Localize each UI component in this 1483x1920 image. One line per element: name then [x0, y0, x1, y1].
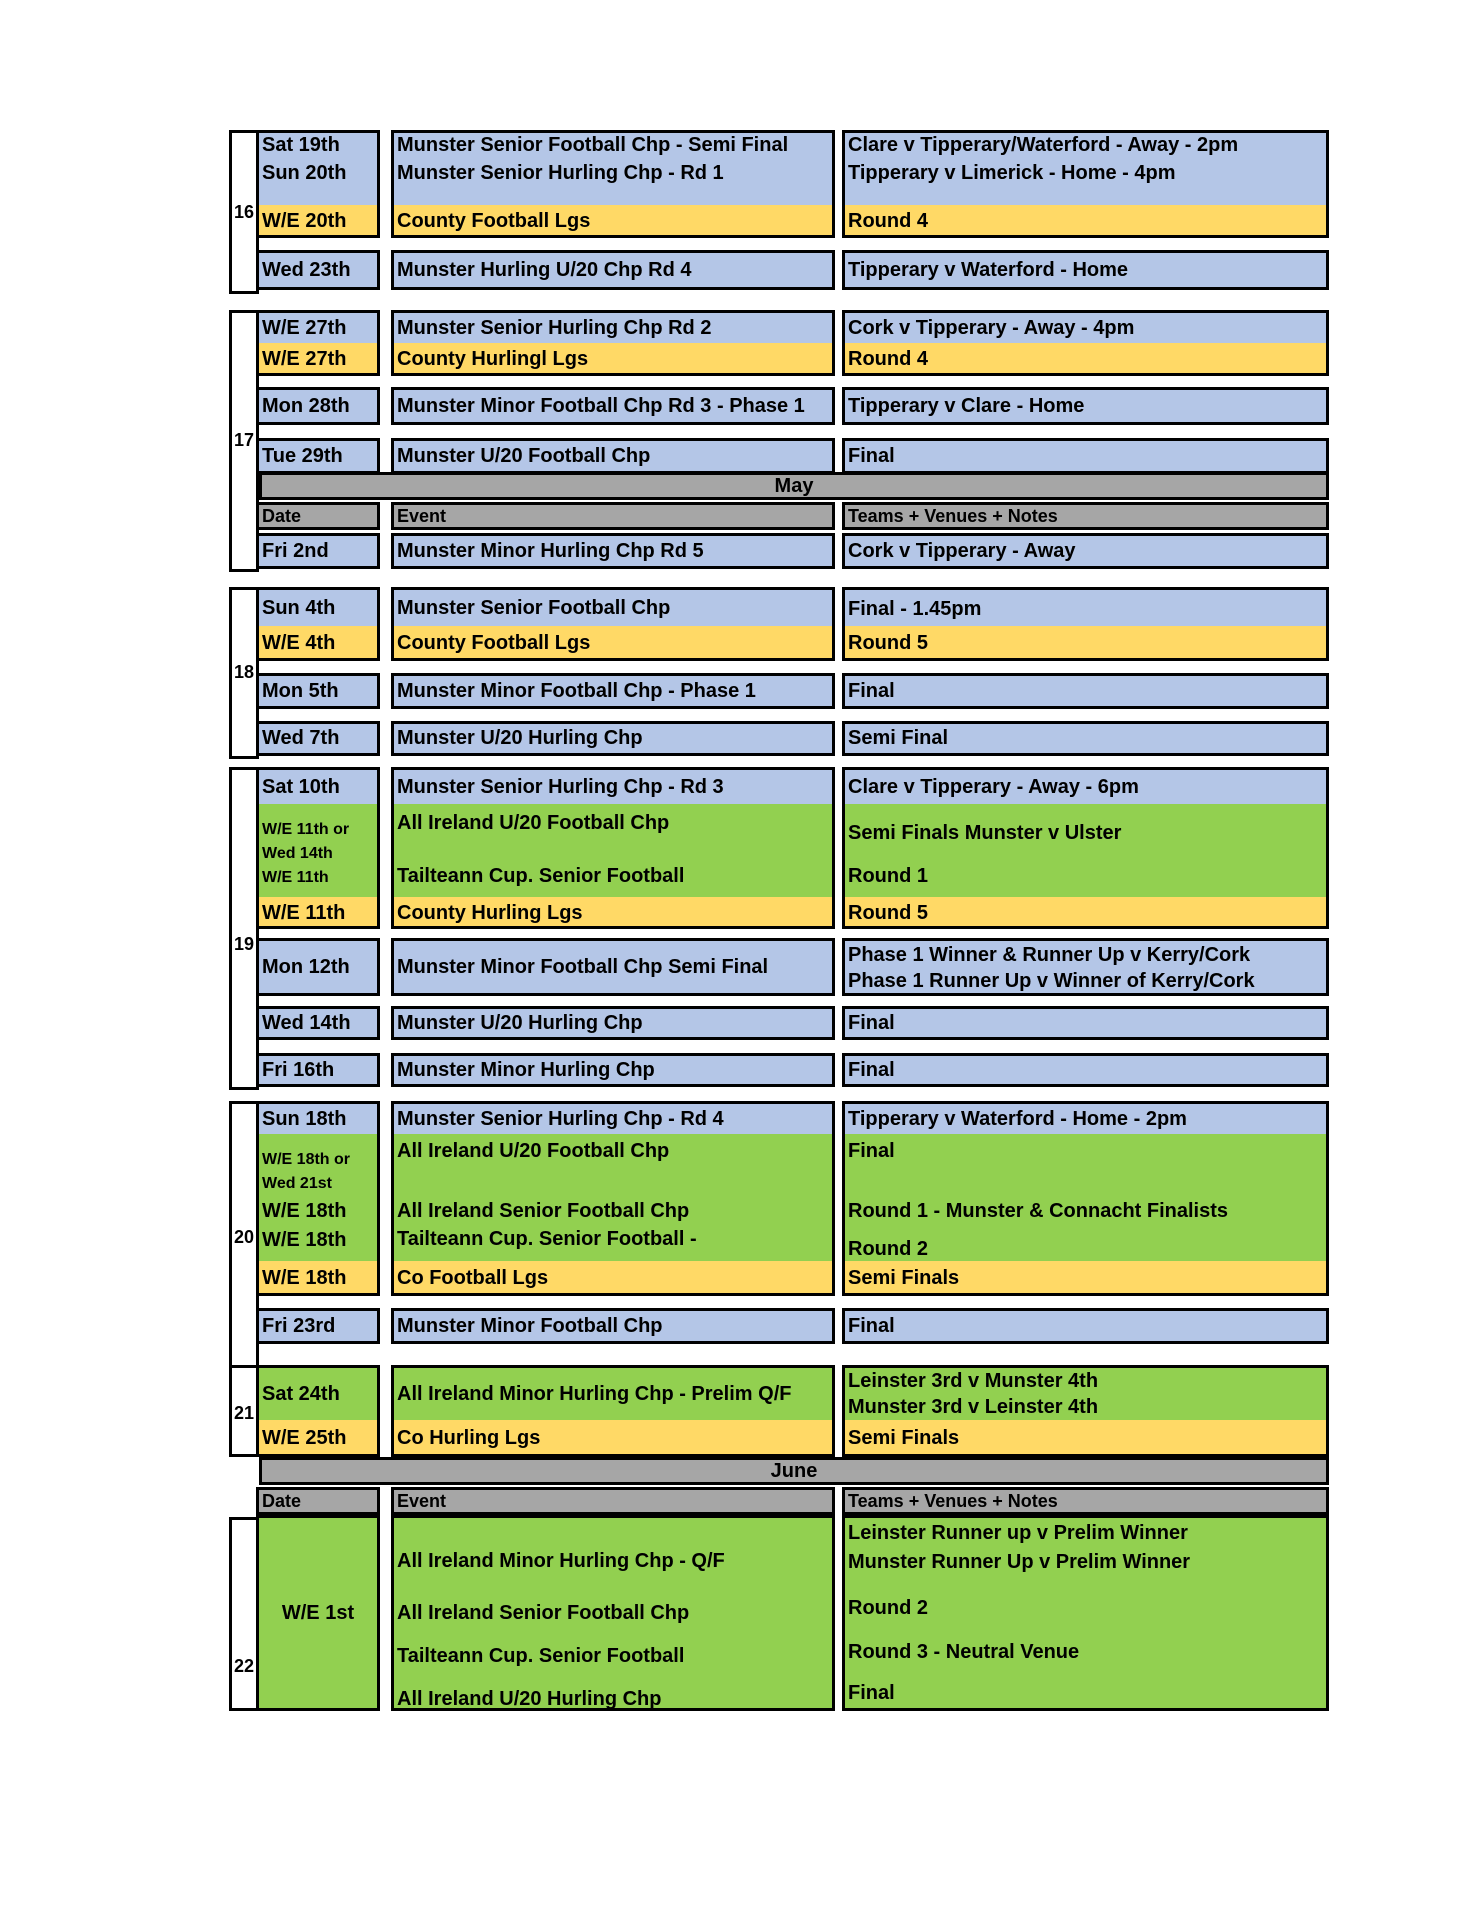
date-cell	[256, 673, 380, 709]
event-text: Munster Senior Hurling Chp - Rd 4	[397, 1107, 724, 1130]
week-number: 22	[233, 1656, 255, 1676]
event-text: Tailteann Cup. Senior Football	[397, 864, 685, 887]
date-text: Fri 16th	[262, 1058, 335, 1081]
week-19-box	[229, 767, 259, 1090]
date-text: Wed 14th	[262, 1011, 351, 1034]
notes-text: Round 1	[848, 864, 928, 887]
event-text: Munster Minor Football Chp	[397, 1314, 663, 1337]
event-header	[391, 502, 835, 530]
event-text: All Ireland U/20 Football Chp	[397, 1139, 670, 1162]
notes-cell	[842, 1101, 1329, 1296]
date-cell	[256, 721, 380, 756]
date-text: W/E 11th	[259, 897, 377, 929]
notes-text: Round 5	[845, 897, 1326, 929]
date-cell	[256, 310, 380, 376]
header-text: Event	[397, 1490, 447, 1511]
date-text: W/E 1st	[281, 1601, 355, 1624]
notes-cell	[842, 438, 1329, 474]
notes-text: Phase 1 Runner Up v Winner of Kerry/Cork	[848, 969, 1255, 992]
event-cell	[391, 387, 835, 425]
date-text: Wed 7th	[262, 727, 340, 749]
event-cell	[391, 1365, 835, 1457]
notes-text: Phase 1 Winner & Runner Up v Kerry/Cork	[848, 943, 1251, 966]
date-text: Mon 12th	[262, 955, 350, 978]
event-text: All Ireland Senior Football Chp	[397, 1199, 690, 1222]
date-header	[256, 1487, 380, 1515]
event-text: Munster U/20 Hurling Chp	[397, 1011, 643, 1034]
month-banner-may: May	[259, 472, 1329, 500]
event-cell	[391, 767, 835, 929]
notes-text: Clare v Tipperary - Away - 6pm	[848, 775, 1139, 798]
date-cell	[256, 438, 380, 474]
event-cell	[391, 938, 835, 996]
date-text: W/E 18th	[262, 1228, 347, 1251]
event-cell	[391, 1515, 835, 1711]
notes-text: Cork v Tipperary - Away - 4pm	[848, 316, 1135, 339]
notes-text: Round 4	[845, 343, 1326, 376]
notes-text: Round 5	[845, 626, 1326, 661]
notes-cell	[842, 587, 1329, 661]
date-header	[256, 502, 380, 530]
notes-cell	[842, 1053, 1329, 1087]
notes-text: Semi Finals	[845, 1420, 1326, 1457]
date-text: W/E 20th	[259, 205, 377, 238]
week-number: 19	[233, 934, 255, 954]
event-text: All Ireland U/20 Football Chp	[397, 811, 670, 834]
header-text: Teams + Venues + Notes	[848, 505, 1058, 526]
date-text: Wed 14th	[262, 845, 333, 862]
date-text: W/E 4th	[259, 626, 377, 661]
notes-text: Leinster 3rd v Munster 4th	[848, 1369, 1099, 1392]
notes-text: Final	[848, 1058, 895, 1081]
event-text: County Hurlingl Lgs	[394, 343, 832, 376]
date-text: W/E 25th	[259, 1420, 377, 1457]
date-text: Fri 23rd	[262, 1314, 336, 1337]
event-cell	[391, 310, 835, 376]
notes-text: Tipperary v Clare - Home	[848, 394, 1085, 417]
notes-text: Final	[848, 1011, 895, 1034]
week-number: 20	[233, 1227, 255, 1247]
event-text: Munster Senior Hurling Chp - Rd 3	[397, 775, 724, 798]
week-number: 21	[233, 1403, 255, 1423]
date-text: W/E 27th	[259, 343, 377, 376]
event-text: Munster U/20 Hurling Chp	[397, 727, 643, 749]
notes-cell	[842, 250, 1329, 290]
event-text: Tailteann Cup. Senior Football -	[397, 1227, 697, 1250]
event-text: Co Football Lgs	[394, 1261, 832, 1296]
event-cell	[391, 673, 835, 709]
date-cell	[256, 250, 380, 290]
event-text: Munster Minor Football Chp Rd 3 - Phase 1	[397, 394, 805, 417]
date-cell	[256, 587, 380, 661]
notes-text: Tipperary v Limerick - Home - 4pm	[848, 161, 1176, 184]
date-text: Fri 2nd	[262, 539, 329, 562]
event-text: Munster Senior Hurling Chp Rd 2	[397, 316, 712, 339]
notes-cell	[842, 1006, 1329, 1040]
event-text: County Football Lgs	[394, 626, 832, 661]
date-text: Tue 29th	[262, 444, 343, 467]
notes-cell	[842, 673, 1329, 709]
notes-text: Round 2	[845, 1236, 1326, 1262]
notes-cell	[842, 1515, 1329, 1711]
notes-text: Munster Runner Up v Prelim Winner	[848, 1550, 1191, 1573]
event-cell	[391, 1308, 835, 1344]
date-text: Wed 21st	[262, 1175, 332, 1192]
date-text: W/E 11th or	[262, 821, 350, 838]
notes-text: Leinster Runner up v Prelim Winner	[848, 1521, 1188, 1544]
event-text: County Football Lgs	[394, 205, 832, 238]
date-cell	[256, 1365, 380, 1457]
date-text: Mon 28th	[262, 394, 350, 417]
date-text: W/E 27th	[262, 316, 347, 339]
event-cell	[391, 533, 835, 569]
date-text: Sat 10th	[262, 775, 340, 798]
notes-text: Final	[848, 444, 895, 467]
notes-text: Tipperary v Waterford - Home - 2pm	[848, 1107, 1187, 1130]
event-text: All Ireland Senior Football Chp	[397, 1601, 690, 1624]
event-text: Munster U/20 Football Chp	[397, 444, 651, 467]
header-text: Teams + Venues + Notes	[848, 1490, 1058, 1511]
date-text: Sat 24th	[262, 1382, 340, 1405]
notes-text: Clare v Tipperary/Waterford - Away - 2pm	[848, 133, 1239, 156]
date-cell	[256, 533, 380, 569]
notes-text: Final	[848, 1681, 895, 1704]
notes-text: Round 1 - Munster & Connacht Finalists	[848, 1199, 1229, 1222]
header-text: Date	[262, 505, 302, 526]
event-text: County Hurling Lgs	[394, 897, 832, 929]
notes-cell	[842, 130, 1329, 238]
date-cell	[256, 1053, 380, 1087]
notes-cell	[842, 1308, 1329, 1344]
date-text: Sun 18th	[262, 1107, 347, 1130]
event-cell	[391, 1101, 835, 1296]
date-cell	[256, 130, 380, 238]
notes-text: Final - 1.45pm	[848, 597, 982, 620]
notes-text: Final	[848, 679, 895, 702]
event-cell	[391, 721, 835, 756]
event-header	[391, 1487, 835, 1515]
notes-cell	[842, 533, 1329, 569]
notes-header	[842, 1487, 1329, 1515]
event-text: All Ireland Minor Hurling Chp - Prelim Q/F	[397, 1382, 792, 1405]
notes-text: Round 2	[848, 1596, 928, 1619]
date-text: W/E 18th	[262, 1199, 347, 1222]
event-text: Munster Minor Hurling Chp	[397, 1058, 655, 1081]
notes-cell	[842, 721, 1329, 756]
header-text: Date	[262, 1490, 302, 1511]
notes-cell	[842, 1365, 1329, 1457]
event-text: Munster Hurling U/20 Chp Rd 4	[397, 258, 692, 281]
notes-header	[842, 502, 1329, 530]
date-cell	[256, 1006, 380, 1040]
event-text: Munster Senior Football Chp	[397, 596, 671, 619]
notes-text: Tipperary v Waterford - Home	[848, 258, 1129, 281]
date-text: Sat 19th	[262, 133, 340, 156]
date-cell	[256, 387, 380, 425]
date-cell	[256, 767, 380, 929]
date-text: W/E 18th or	[262, 1151, 351, 1168]
notes-text: Round 3 - Neutral Venue	[848, 1640, 1080, 1663]
date-text: Sun 4th	[262, 596, 336, 619]
date-text: Wed 23th	[262, 258, 351, 281]
notes-text: Final	[848, 1314, 895, 1337]
event-cell	[391, 130, 835, 238]
notes-text: Semi Final	[848, 727, 949, 749]
event-text: Co Hurling Lgs	[394, 1420, 832, 1457]
header-text: Event	[397, 505, 447, 526]
event-cell	[391, 587, 835, 661]
event-text: Munster Minor Football Chp Semi Final	[397, 955, 769, 978]
event-text: Munster Senior Football Chp - Semi Final	[397, 133, 789, 156]
date-text: Sun 20th	[262, 161, 347, 184]
date-text: W/E 11th	[262, 869, 329, 886]
date-text: W/E 18th	[259, 1261, 377, 1296]
notes-text: Semi Finals	[845, 1261, 1326, 1296]
month-banner-june: June	[259, 1457, 1329, 1485]
event-cell	[391, 250, 835, 290]
event-text: Munster Minor Football Chp - Phase 1	[397, 679, 756, 702]
notes-text: Round 4	[845, 205, 1326, 238]
date-text: Mon 5th	[262, 679, 339, 702]
event-cell	[391, 1053, 835, 1087]
week-22-box	[229, 1517, 259, 1711]
notes-text: Cork v Tipperary - Away	[848, 539, 1076, 562]
event-cell	[391, 438, 835, 474]
event-text: Munster Senior Hurling Chp - Rd 1	[397, 161, 724, 184]
notes-text: Final	[848, 1139, 895, 1162]
event-text: Munster Minor Hurling Chp Rd 5	[397, 539, 704, 562]
date-cell	[256, 1308, 380, 1344]
notes-cell	[842, 387, 1329, 425]
notes-cell	[842, 767, 1329, 929]
week-number: 18	[233, 662, 255, 682]
event-text: Tailteann Cup. Senior Football	[397, 1644, 685, 1667]
week-number: 17	[233, 430, 255, 450]
event-cell	[391, 1006, 835, 1040]
event-text: All Ireland U/20 Hurling Chp	[397, 1687, 662, 1710]
date-cell	[256, 1515, 380, 1711]
date-cell	[256, 938, 380, 996]
notes-cell	[842, 938, 1329, 996]
notes-text: Semi Finals Munster v Ulster	[848, 821, 1122, 844]
date-cell	[256, 1101, 380, 1296]
notes-cell	[842, 310, 1329, 376]
week-number: 16	[233, 202, 255, 222]
event-text: All Ireland Minor Hurling Chp - Q/F	[397, 1549, 725, 1572]
notes-text: Munster 3rd v Leinster 4th	[848, 1395, 1099, 1418]
